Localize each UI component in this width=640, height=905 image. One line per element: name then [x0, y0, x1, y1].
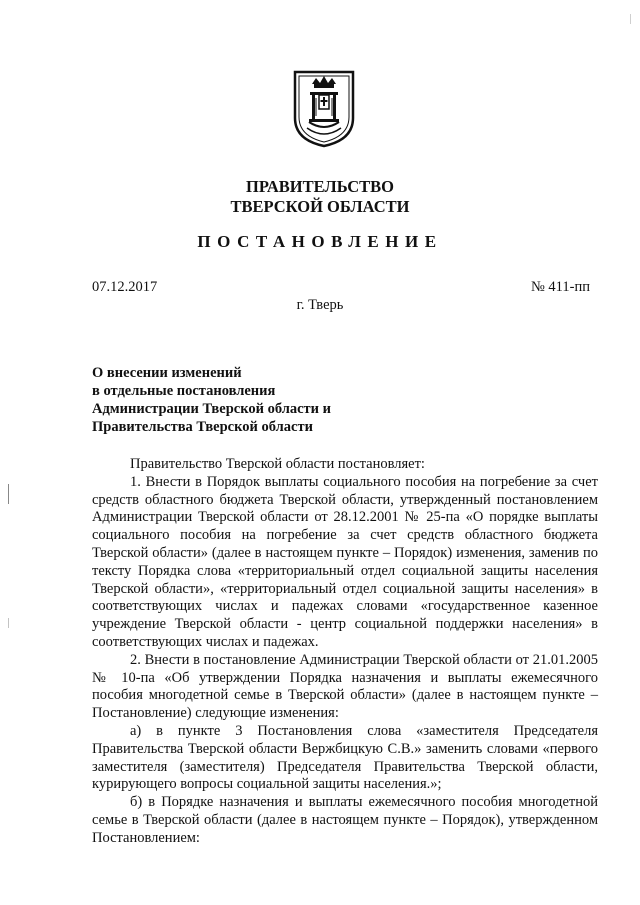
scan-mark	[630, 14, 631, 24]
scan-mark	[8, 618, 9, 628]
coat-of-arms-icon	[292, 70, 356, 148]
org-name-line2: ТВЕРСКОЙ ОБЛАСТИ	[230, 197, 410, 216]
org-name-line1: ПРАВИТЕЛЬСТВО	[246, 177, 394, 196]
document-type-title: ПОСТАНОВЛЕНИЕ	[197, 232, 443, 251]
subject-line: Администрации Тверской области и	[92, 401, 332, 417]
document-subject	[92, 364, 331, 436]
body-paragraph-1: 1. Внести в Порядок выплаты социального пособия на погребение за счет средств областного бюджета Тверской области, утвержденный постановлением Администрации Тверской области от 28.12.2001 № 25-па «О порядке выплаты социального пособия на погребение за счет средств областного бюджета Тверской области» (далее в настоящем пункте – Порядок) изменения, заменив по тексту Порядка слова «территориальный отдел социальной защиты населения Тверской области», «территориальный отдел социальной защиты населения» в соответствующих числах и падежах словами «государственное казенное учреждение Тверской области - центр социальной поддержки населения» в соответствующих числах и падежах.	[92, 473, 598, 650]
body-paragraph-2b: б) в Порядке назначения и выплаты ежемесячного пособия многодетной семье в Тверской области (далее в настоящем пункте – Порядок), утвержденном Постановлением:	[92, 794, 598, 846]
subject-line: О внесении изменений	[92, 365, 242, 381]
document-body	[92, 456, 598, 848]
subject-line: Правительства Тверской области	[92, 419, 313, 435]
document-number: № 411-пп	[530, 279, 590, 295]
body-paragraph-2: 2. Внести в постановление Администрации Тверской области от 21.01.2005 № 10-па «Об утверждении Порядка назначения и выплаты ежемесячного пособия многодетной семье в Тверской области» (далее в настоящем пункте – Постановление) следующие изменения:	[92, 651, 598, 722]
document-date: 07.12.2017	[92, 279, 158, 295]
body-paragraph-intro: Правительство Тверской области постановляет:	[130, 456, 425, 472]
subject-line: в отдельные постановления	[92, 383, 276, 399]
document-city: г. Тверь	[296, 297, 344, 313]
body-paragraph-2a: а) в пункте 3 Постановления слова «заместителя Председателя Правительства Тверской области Вержбицкую С.В.» заменить словами «первого заместителя (заместителя) Председателя Правительства Тверской области, курирующего вопросы социальной защиты населения.»;	[92, 722, 598, 793]
scan-mark	[8, 484, 9, 504]
